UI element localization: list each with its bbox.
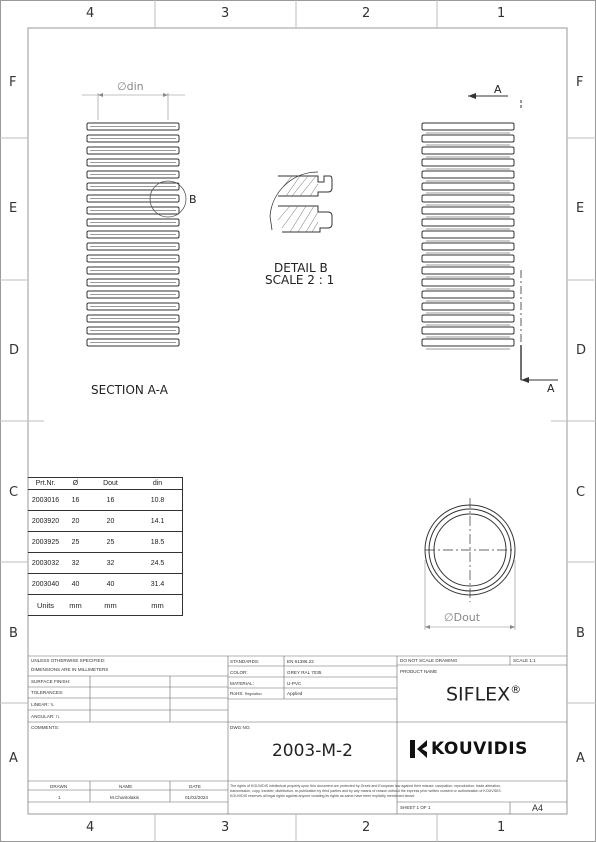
zone-row-left-b: B: [9, 626, 18, 641]
angular-label: ANGULAR: TL: [31, 714, 60, 719]
parts-header-partnr: Prt.Nr.: [28, 478, 63, 490]
standards-label: STANDARDS:: [230, 659, 260, 664]
tube-rib: [422, 231, 514, 238]
cut-marker-bottom: A: [547, 382, 555, 395]
standards-value: EN 61386.22: [287, 659, 314, 664]
rights-notice: The rights of KOUVIDIS intellectual property upon this document are protected by Greek and European law against their misuse: usurpation, reproduction, trade alteration, transmission, copy, transfer, distribution, re-publication by third parties and by any means of reason without the express prior written consent or authorization of KOUVIDIS. KOUVIDIS reserves all legal rights against anyone violating its rights as same have been explicitly mentioned above.: [230, 784, 502, 799]
drawn-value: 1: [58, 795, 61, 800]
date-label: DATE: [189, 784, 201, 789]
tube-rib: [422, 291, 514, 298]
zone-col-top-2: 3: [221, 6, 230, 21]
tube-rib: [422, 183, 514, 190]
tolerances-label: TOLERANCES:: [31, 690, 64, 695]
linear-label: LINEAR: TL: [31, 702, 55, 707]
color-label: COLOR:: [230, 670, 248, 675]
sheet-size: A4: [532, 803, 544, 813]
do-not-scale-note: DO NOT SCALE DRAWING: [400, 658, 458, 663]
drawn-date: 01/02/2024: [185, 795, 208, 800]
parts-header-din: din: [133, 478, 182, 490]
zone-col-bottom-4: 1: [497, 820, 506, 835]
color-value: GREY RAL 7035: [287, 670, 322, 675]
dwg-no-label: DWG NO.: [230, 725, 251, 730]
name-label: NAME: [119, 784, 133, 789]
zone-col-bottom-2: 3: [221, 820, 230, 835]
section-a-a-view: [82, 93, 186, 346]
tube-rib: [422, 255, 514, 262]
parts-header-diameter: Ø: [63, 478, 88, 490]
rohs-value: Applied: [287, 691, 303, 696]
product-name-label: PRODUCT NAME: [400, 669, 438, 674]
drawn-by-name: M.Charitolakis: [110, 795, 140, 800]
zone-row-right-e: E: [576, 201, 585, 216]
comments-label: COMMENTS:: [31, 725, 60, 730]
dim-dout-label: ∅Dout: [444, 611, 481, 624]
side-view: [422, 93, 558, 383]
zone-col-bottom-3: 2: [362, 820, 371, 835]
table-row: 2003040 40 40 31.4: [28, 574, 182, 595]
zone-row-left-c: C: [9, 485, 19, 500]
tube-rib: [422, 123, 514, 130]
section-a-a-label: SECTION A-A: [91, 383, 168, 397]
tube-rib: [422, 207, 514, 214]
zone-row-left-e: E: [9, 201, 18, 216]
material-label: MATERIAL:: [230, 681, 254, 686]
tube-rib: [422, 243, 514, 250]
zone-row-right-a: A: [576, 751, 585, 766]
zone-row-left-d: D: [9, 343, 20, 358]
scale-note: SCALE 1:1: [513, 658, 536, 663]
dim-din-label: ∅din: [117, 80, 144, 93]
parts-table: [28, 477, 183, 616]
tube-rib: [422, 147, 514, 154]
zone-col-top-1: 4: [86, 6, 95, 21]
zone-col-top-4: 1: [497, 6, 506, 21]
zone-row-right-c: C: [576, 485, 586, 500]
drawing-number: 2003-M-2: [271, 741, 353, 761]
kouvidis-logo: KOUVIDIS: [409, 738, 528, 760]
surface-finish-label: SURFACE FINISH:: [31, 679, 71, 684]
kouvidis-logo-icon: [409, 738, 429, 760]
tube-rib: [422, 267, 514, 274]
unless-specified-note: UNLESS OTHERWISE SPECIFIED: DIMENSIONS ARE IN MILLIMETERS: [31, 658, 109, 672]
tube-rib: [422, 327, 514, 334]
tube-rib: [422, 315, 514, 322]
detail-b-scale: SCALE 2 : 1: [265, 273, 335, 287]
tube-rib: [422, 279, 514, 286]
cut-marker-top: A: [494, 83, 502, 96]
table-row: 2003032 32 32 24.5: [28, 553, 182, 574]
tube-rib: [422, 339, 514, 346]
zone-row-left-a: A: [9, 751, 18, 766]
rohs-label: RoHS: Regulation: [230, 691, 262, 696]
tube-rib: [422, 195, 514, 202]
table-row: 2003920 20 20 14.1: [28, 511, 182, 532]
zone-col-bottom-1: 4: [86, 820, 95, 835]
zone-col-top-3: 2: [362, 6, 371, 21]
tube-rib: [422, 219, 514, 226]
zone-row-right-f: F: [576, 75, 584, 90]
parts-header-dout: Dout: [88, 478, 133, 490]
table-row: 2003925 25 25 18.5: [28, 532, 182, 553]
table-row: 2003016 16 16 10.8: [28, 490, 182, 511]
zone-row-right-d: D: [576, 343, 587, 358]
sheet-number: SHEET 1 OF 1: [400, 805, 431, 810]
zone-row-left-f: F: [9, 75, 17, 90]
tube-rib: [422, 159, 514, 166]
tube-rib: [422, 135, 514, 142]
table-row-units: Units mm mm mm: [36, 600, 164, 610]
drawn-label: DRAWN: [50, 784, 68, 789]
product-name: SIFLEX®: [446, 683, 522, 706]
tube-rib: [422, 171, 514, 178]
detail-b-view: [270, 172, 332, 232]
tube-rib: [422, 303, 514, 310]
material-value: U-PVC: [287, 681, 302, 686]
zone-row-right-b: B: [576, 626, 585, 641]
detail-b-marker: B: [189, 193, 197, 206]
detail-b-label: DETAIL B: [274, 261, 328, 275]
